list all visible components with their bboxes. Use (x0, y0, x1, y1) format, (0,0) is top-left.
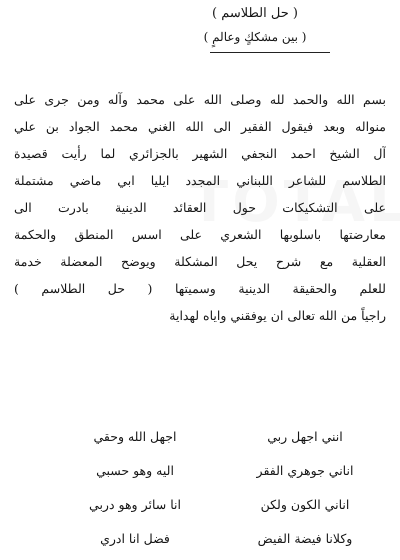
body-line: آل الشيخ احمد النجفي الشهير بالجزائري لما رأيت قصيدة (14, 146, 386, 161)
verse-left-hemistich: انا سائر وهو دربي (89, 497, 181, 512)
poem (70, 420, 370, 560)
verse-left-hemistich: اليه وهو حسبي (96, 463, 174, 478)
poem-verse (70, 522, 370, 556)
subtitle-underline (210, 52, 330, 53)
verse-left-hemistich: اجهل الله وحقي (93, 429, 177, 444)
document-subtitle: ( بين مشككٍ وعالمٍ ) (203, 30, 307, 44)
body-line: راجياً من الله تعالى ان يوفقني واياه لهداية (169, 308, 386, 323)
document-title: ( حل الطلاسم ) (212, 6, 298, 21)
poem-verse (70, 488, 370, 522)
body-line: الطلاسم للشاعر اللبناني المجدد ايليا ابي ماضي مشتملة (14, 173, 386, 188)
verse-right-hemistich: اناني جوهري الفقر (256, 463, 354, 478)
body-line: بسم الله والحمد لله وصلى الله على محمد وآله ومن جرى على (14, 92, 386, 107)
verse-right-hemistich: اناني الكون ولكن (260, 497, 350, 512)
verse-right-hemistich: وكلانا فيضة الفيض (257, 531, 353, 546)
body-line: منواله وبعد فيقول الفقير الى الله الغني محمد الجواد بن علي (14, 119, 386, 134)
body-line: العقلية مع شرح يحل المشكلة ويوضح المعضلة خدمة (14, 254, 386, 269)
verse-right-hemistich: انني اجهل ربي (267, 429, 343, 444)
body-line: للعلم والحقيقة الدينية وسميتها ( حل الطلاسم ) (14, 281, 386, 296)
body-line: معارضتها باسلوبها الشعري على اسس المنطق والحكمة (14, 227, 386, 242)
verse-left-hemistich: فضل انا ادري (100, 531, 170, 546)
body-line: على التشكيكات حول العقائد الدينية بادرت الى (14, 200, 386, 215)
poem-verse (70, 420, 370, 454)
poem-verse (70, 454, 370, 488)
body-text (14, 86, 386, 376)
